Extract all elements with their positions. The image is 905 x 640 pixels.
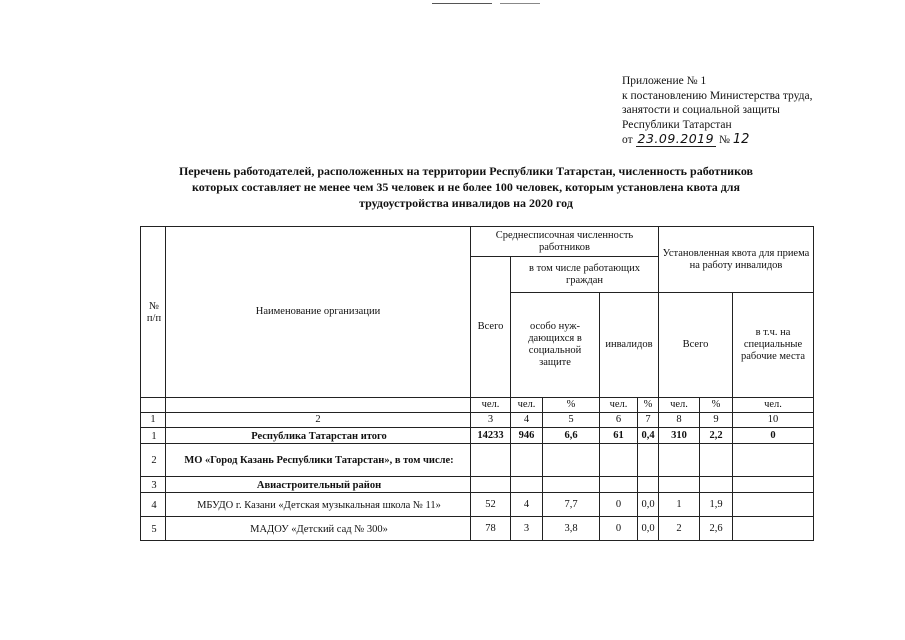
col-number-cell: 3 [471, 413, 511, 428]
appendix-date-line [622, 132, 813, 148]
value-cell: 61 [600, 428, 638, 444]
value-cell: 7,7 [543, 493, 600, 517]
units-cell: чел. [733, 398, 814, 413]
value-cell [600, 477, 638, 493]
value-cell: 3 [511, 517, 543, 541]
appendix-line-1: Приложение № 1 [622, 75, 707, 87]
value-cell: 78 [471, 517, 511, 541]
header-quota: Установленная квота для приема на работу инвалидов [659, 227, 814, 293]
org-name-cell: МО «Город Казань Республики Татарстан», в том числе: [166, 444, 471, 477]
units-cell [166, 398, 471, 413]
org-name-cell: МАДОУ «Детский сад № 300» [166, 517, 471, 541]
units-cell: чел. [471, 398, 511, 413]
value-cell [700, 477, 733, 493]
col-number-cell: 7 [638, 413, 659, 428]
value-cell [659, 477, 700, 493]
value-cell [700, 444, 733, 477]
units-cell: % [638, 398, 659, 413]
value-cell: 0,0 [638, 493, 659, 517]
value-cell: 1 [659, 493, 700, 517]
value-cell [471, 477, 511, 493]
value-cell: 4 [511, 493, 543, 517]
row-number-cell: 2 [141, 444, 166, 477]
value-cell [543, 477, 600, 493]
row-number-cell: 5 [141, 517, 166, 541]
col-number-cell: 8 [659, 413, 700, 428]
table-row [141, 444, 814, 477]
units-cell: % [700, 398, 733, 413]
date-prefix: от [622, 134, 633, 146]
value-cell [600, 444, 638, 477]
units-row [141, 398, 814, 413]
value-cell [733, 444, 814, 477]
units-cell: % [543, 398, 600, 413]
row-number-cell: 1 [141, 428, 166, 444]
value-cell [471, 444, 511, 477]
title-line-1: Перечень работодателей, расположенных на территории Республики Татарстан, численность работников [178, 164, 754, 178]
table-body [141, 428, 814, 541]
org-name-cell: Республика Татарстан итого [166, 428, 471, 444]
employers-table [140, 226, 814, 541]
value-cell: 2,6 [700, 517, 733, 541]
value-cell: 0,0 [638, 517, 659, 541]
table-row [141, 493, 814, 517]
table-row [141, 477, 814, 493]
value-cell: 14233 [471, 428, 511, 444]
units-cell [141, 398, 166, 413]
title-line-3: трудоустройства инвалидов на 2020 год [359, 196, 573, 210]
col-number-cell: 10 [733, 413, 814, 428]
value-cell: 52 [471, 493, 511, 517]
header-avg-staff: Среднесписочная численность работников [471, 227, 659, 257]
value-cell: 310 [659, 428, 700, 444]
value-cell: 946 [511, 428, 543, 444]
table-row [141, 517, 814, 541]
units-cell: чел. [511, 398, 543, 413]
org-name-cell: Авиастроительный район [166, 477, 471, 493]
col-number-cell: 4 [511, 413, 543, 428]
col-number-cell: 2 [166, 413, 471, 428]
value-cell [638, 477, 659, 493]
value-cell: 2 [659, 517, 700, 541]
value-cell [511, 477, 543, 493]
value-cell: 0 [600, 493, 638, 517]
value-cell: 3,8 [543, 517, 600, 541]
header-disabled: инвалидов [600, 293, 659, 398]
header-total: Всего [471, 257, 511, 398]
units-cell: чел. [659, 398, 700, 413]
row-number-cell: 4 [141, 493, 166, 517]
appendix-line-4: Республики Татарстан [622, 118, 732, 131]
value-cell: 0 [733, 428, 814, 444]
value-cell: 6,6 [543, 428, 600, 444]
appendix-line-2: к постановлению Министерства труда, [622, 89, 813, 102]
col-number-cell: 6 [600, 413, 638, 428]
value-cell [511, 444, 543, 477]
units-cell: чел. [600, 398, 638, 413]
top-scan-line-2 [500, 3, 540, 4]
header-needy: особо нуж-дающихся в социальной защите [511, 293, 600, 398]
col-number-cell: 5 [543, 413, 600, 428]
value-cell [638, 444, 659, 477]
value-cell [733, 477, 814, 493]
value-cell [659, 444, 700, 477]
top-scan-line [432, 3, 492, 4]
appendix-block [622, 74, 813, 148]
number-prefix: № [718, 134, 730, 146]
handwritten-date: 23.09.2019 [637, 131, 715, 146]
row-number-cell: 3 [141, 477, 166, 493]
appendix-line-3: занятости и социальной защиты [622, 104, 780, 116]
value-cell: 0,4 [638, 428, 659, 444]
header-num: № п/п [141, 227, 166, 398]
value-cell [733, 493, 814, 517]
document-title [130, 163, 802, 211]
header-quota-total: Всего [659, 293, 733, 398]
value-cell: 0 [600, 517, 638, 541]
col-number-cell: 9 [700, 413, 733, 428]
col-number-cell: 1 [141, 413, 166, 428]
org-name-cell: МБУДО г. Казани «Детская музыкальная школа № 11» [166, 493, 471, 517]
table-row [141, 428, 814, 444]
handwritten-number: 12 [732, 132, 750, 147]
header-quota-special: в т.ч. на специальные рабочие места [733, 293, 814, 398]
value-cell [543, 444, 600, 477]
title-line-2: которых составляет не менее чем 35 человек и не более 100 человек, которым установлена квота для [191, 180, 741, 194]
value-cell: 1,9 [700, 493, 733, 517]
value-cell: 2,2 [700, 428, 733, 444]
value-cell [733, 517, 814, 541]
header-org-name: Наименование организации [166, 227, 471, 398]
column-number-row [141, 413, 814, 428]
header-incl-working: в том числе работающих граждан [511, 257, 659, 293]
